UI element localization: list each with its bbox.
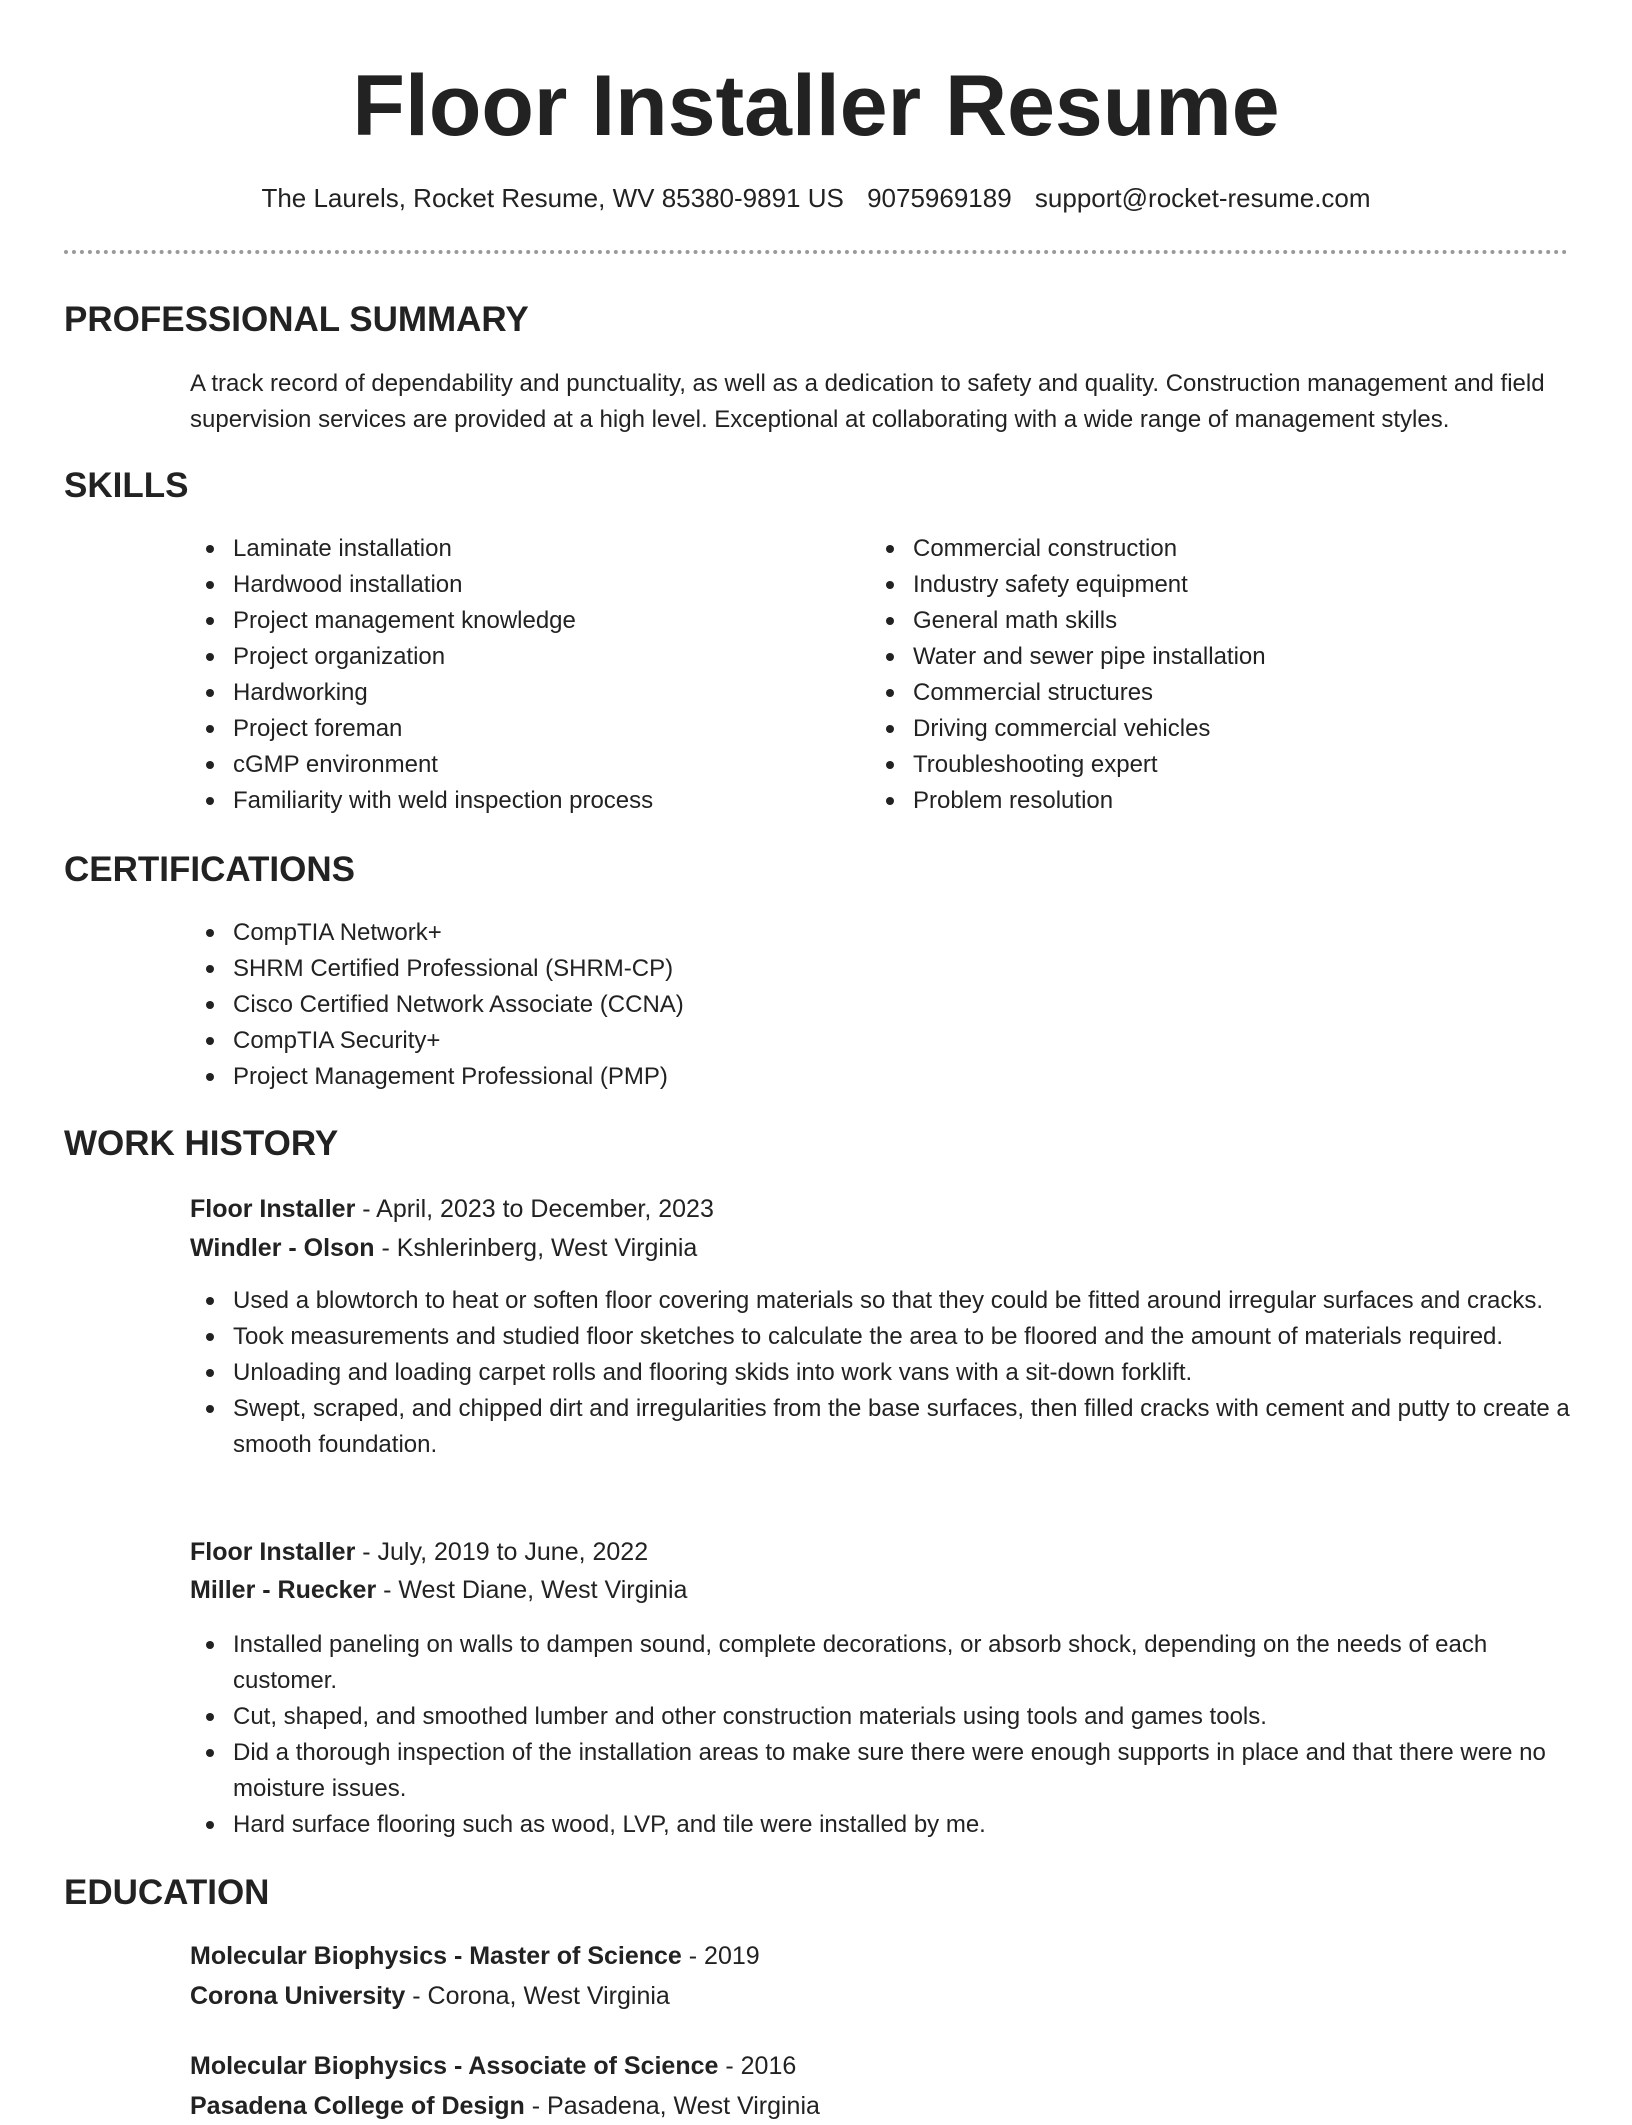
list-item: Troubleshooting expert bbox=[870, 747, 1570, 783]
edu-year: - 2016 bbox=[718, 2052, 797, 2080]
section-heading-work-history: WORK HISTORY bbox=[64, 1124, 339, 1163]
job-title: Floor Installer bbox=[190, 1195, 356, 1223]
list-item: Used a blowtorch to heat or soften floor covering materials so that they could be fitted around irregular surfaces and cracks. bbox=[190, 1283, 1570, 1319]
list-item: Hardwood installation bbox=[190, 567, 830, 603]
list-item: cGMP environment bbox=[190, 747, 830, 783]
list-item: Project Management Professional (PMP) bbox=[190, 1059, 1570, 1095]
section-heading-skills: SKILLS bbox=[64, 466, 189, 505]
contact-phone: 9075969189 bbox=[867, 183, 1012, 213]
list-item: Unloading and loading carpet rolls and flooring skids into work vans with a sit-down forklift. bbox=[190, 1355, 1570, 1391]
edu-degree-line bbox=[190, 2047, 796, 2085]
list-item: Did a thorough inspection of the installation areas to make sure there were enough supports in place and that there were no moisture issues. bbox=[190, 1735, 1570, 1807]
edu-location: - Corona, West Virginia bbox=[405, 1982, 670, 2010]
job-location: - West Diane, West Virginia bbox=[376, 1576, 688, 1604]
job-company: Windler - Olson bbox=[190, 1234, 375, 1262]
list-item: Driving commercial vehicles bbox=[870, 711, 1570, 747]
list-item: Water and sewer pipe installation bbox=[870, 639, 1570, 675]
edu-school-line bbox=[190, 1977, 670, 2015]
list-item: Took measurements and studied floor sketches to calculate the area to be floored and the amount of materials required. bbox=[190, 1319, 1570, 1355]
edu-school: Pasadena College of Design bbox=[190, 2092, 525, 2120]
list-item: Project management knowledge bbox=[190, 603, 830, 639]
contact-email: support@rocket-resume.com bbox=[1034, 183, 1371, 213]
header-divider bbox=[64, 250, 1568, 254]
edu-year: - 2019 bbox=[681, 1942, 760, 1970]
list-item: Swept, scraped, and chipped dirt and irregularities from the base surfaces, then filled cracks with cement and putty to create a smooth foundation. bbox=[190, 1391, 1570, 1463]
list-item: CompTIA Security+ bbox=[190, 1023, 1570, 1059]
list-item: General math skills bbox=[870, 603, 1570, 639]
section-heading-summary: PROFESSIONAL SUMMARY bbox=[64, 300, 529, 339]
list-item: Hard surface flooring such as wood, LVP, and tile were installed by me. bbox=[190, 1807, 1570, 1843]
list-item: Cisco Certified Network Associate (CCNA) bbox=[190, 987, 1570, 1023]
list-item: Laminate installation bbox=[190, 531, 830, 567]
list-item: Project organization bbox=[190, 639, 830, 675]
list-item: Cut, shaped, and smoothed lumber and other construction materials using tools and games tools. bbox=[190, 1699, 1570, 1735]
job-dates: - April, 2023 to December, 2023 bbox=[355, 1195, 714, 1223]
job-title: Floor Installer bbox=[190, 1538, 356, 1566]
job-duties-list bbox=[190, 1283, 1570, 1463]
summary-text: A track record of dependability and punctuality, as well as a dedication to safety and quality. Construction management and field supervision services are provided at a high level. Exceptional at collaborating with a wide range of management styles. bbox=[190, 370, 1545, 433]
list-item: Familiarity with weld inspection process bbox=[190, 783, 830, 819]
list-item: Installed paneling on walls to dampen sound, complete decorations, or absorb shock, depending on the needs of each customer. bbox=[190, 1627, 1570, 1699]
list-item: Project foreman bbox=[190, 711, 830, 747]
job-title-line bbox=[190, 1533, 648, 1571]
skills-list-right bbox=[870, 531, 1570, 819]
certifications-list bbox=[190, 915, 1570, 1095]
job-company-line bbox=[190, 1571, 687, 1609]
skills-list-left bbox=[190, 531, 830, 819]
list-item: Problem resolution bbox=[870, 783, 1570, 819]
job-title-line bbox=[190, 1190, 714, 1228]
edu-school: Corona University bbox=[190, 1982, 406, 2010]
list-item: SHRM Certified Professional (SHRM-CP) bbox=[190, 951, 1570, 987]
edu-school-line bbox=[190, 2087, 820, 2125]
contact-address: The Laurels, Rocket Resume, WV 85380-9891 US bbox=[261, 183, 844, 213]
job-duties-list bbox=[190, 1627, 1570, 1843]
job-company: Miller - Ruecker bbox=[190, 1576, 377, 1604]
edu-degree: Molecular Biophysics - Master of Science bbox=[190, 1942, 682, 1970]
section-heading-certifications: CERTIFICATIONS bbox=[64, 850, 356, 889]
list-item: Hardworking bbox=[190, 675, 830, 711]
list-item: CompTIA Network+ bbox=[190, 915, 1570, 951]
section-heading-education: EDUCATION bbox=[64, 1873, 270, 1912]
list-item: Commercial structures bbox=[870, 675, 1570, 711]
contact-line bbox=[0, 180, 1632, 216]
job-location: - Kshlerinberg, West Virginia bbox=[374, 1234, 698, 1262]
edu-degree: Molecular Biophysics - Associate of Science bbox=[190, 2052, 719, 2080]
list-item: Commercial construction bbox=[870, 531, 1570, 567]
job-dates: - July, 2019 to June, 2022 bbox=[355, 1538, 649, 1566]
list-item: Industry safety equipment bbox=[870, 567, 1570, 603]
edu-location: - Pasadena, West Virginia bbox=[524, 2092, 820, 2120]
job-company-line bbox=[190, 1229, 697, 1267]
page-title: Floor Installer Resume bbox=[352, 58, 1280, 154]
edu-degree-line bbox=[190, 1937, 760, 1975]
